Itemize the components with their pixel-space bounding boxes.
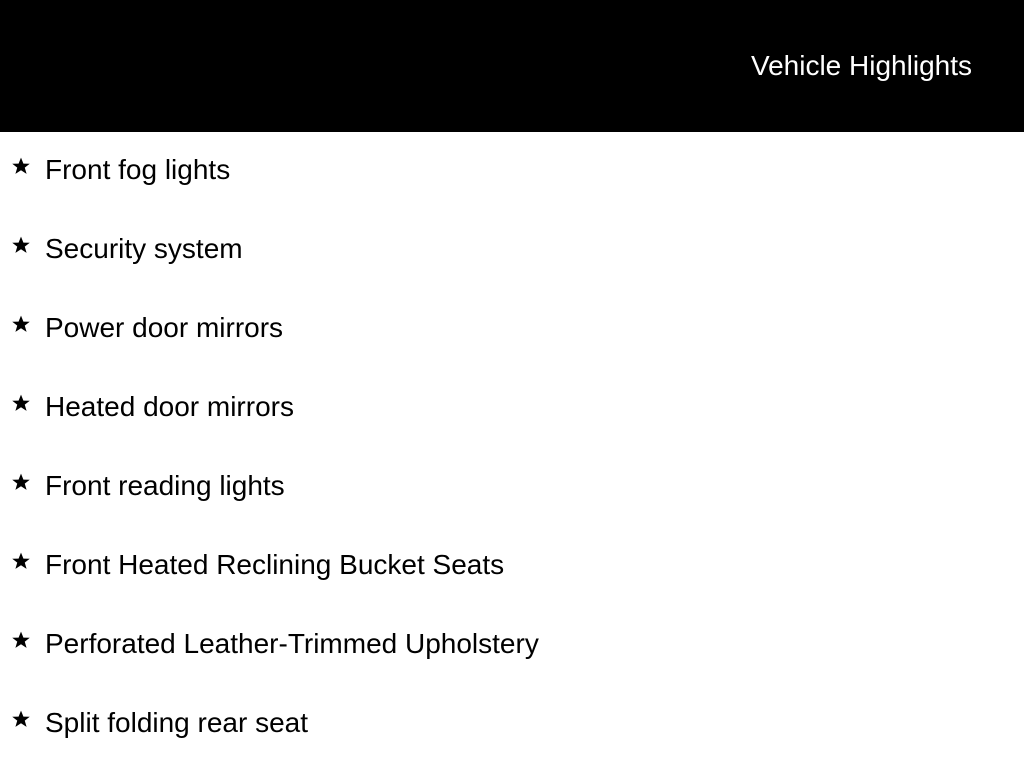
star-icon [11, 156, 31, 176]
star-icon [11, 709, 31, 729]
list-item-label: Security system [45, 233, 243, 264]
list-item-label: Perforated Leather-Trimmed Upholstery [45, 628, 539, 659]
list-item-label: Heated door mirrors [45, 391, 294, 422]
list-item-label: Power door mirrors [45, 312, 284, 343]
header-bar [0, 0, 1024, 132]
star-icon [11, 235, 31, 255]
list-item-label: Front Heated Reclining Bucket Seats [45, 549, 505, 580]
star-icon [11, 314, 31, 334]
list-item-label: Split folding rear seat [45, 707, 309, 738]
page-title: Vehicle Highlights [750, 50, 972, 81]
star-icon [11, 630, 31, 650]
star-icon [11, 472, 31, 492]
star-icon [11, 551, 31, 571]
list-item-label: Front reading lights [45, 470, 285, 501]
star-icon [11, 393, 31, 413]
list-item-label: Front fog lights [45, 154, 231, 185]
